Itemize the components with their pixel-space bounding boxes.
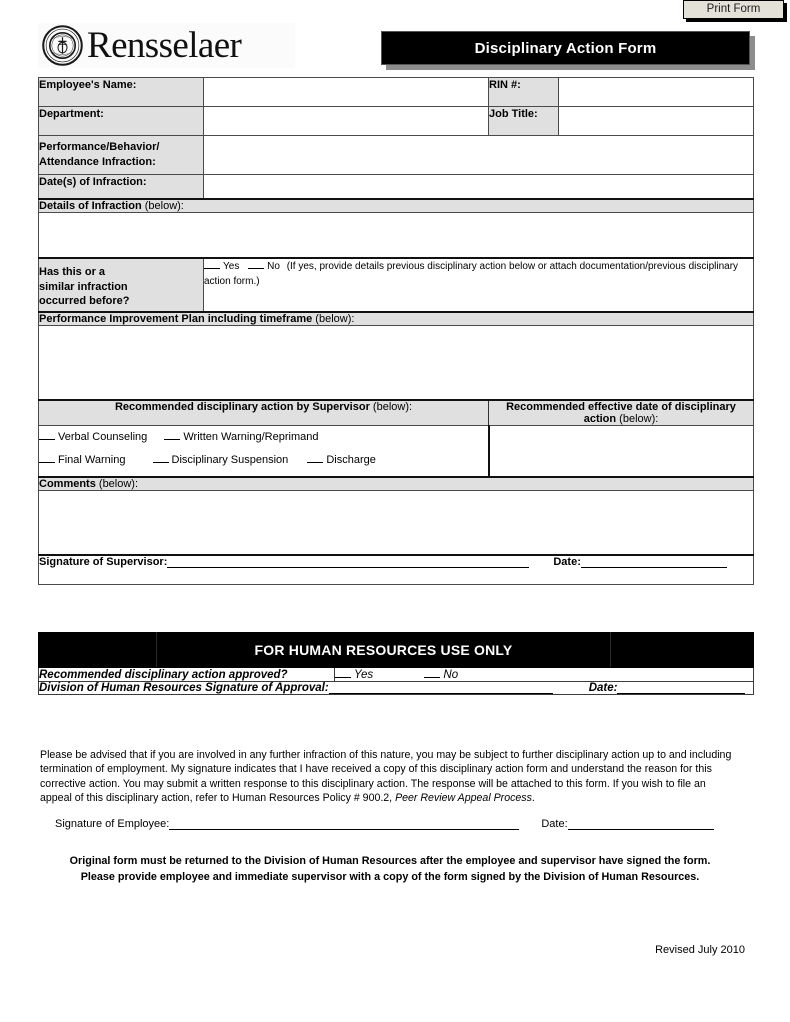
supervisor-signature-row [39, 555, 754, 585]
recommended-action-heading-bold: Recommended disciplinary action by Supervisor [114, 400, 370, 413]
supervisor-signature-input[interactable] [167, 557, 529, 568]
final-warning-checkbox[interactable] [39, 453, 55, 463]
table-row-recommended-heading [39, 400, 754, 426]
option-label-disciplinary-suspension: Disciplinary Suspension [171, 453, 289, 466]
hr-title-spacer-left [39, 633, 157, 668]
job-title-input[interactable] [559, 107, 754, 136]
hr-signature-row [39, 682, 754, 695]
hr-approved-answer-cell[interactable] [335, 668, 754, 682]
job-title-label: Job Title: [489, 107, 559, 136]
discharge-checkbox[interactable] [307, 453, 323, 463]
hr-yes-label: Yes [354, 669, 374, 681]
table-row-department [39, 107, 754, 136]
rin-label: RIN #: [489, 78, 559, 107]
infraction-type-label-line1: Performance/Behavior/ [39, 141, 160, 153]
employee-date-input[interactable] [568, 819, 714, 830]
closing-line-1: Original form must be returned to the Division of Human Resources after the employee and supervisor have signed the form. [69, 855, 711, 867]
hr-signature-input[interactable] [329, 683, 553, 694]
effective-date-heading-plain: (below): [616, 412, 659, 425]
prior-note: (If yes, provide details previous disciplinary action below or attach documentation/previous disciplinary action form.) [204, 260, 739, 287]
table-row-comments-body [39, 490, 754, 555]
comments-heading [39, 477, 754, 491]
hr-title-spacer-right [611, 633, 754, 668]
prior-question-line1: Has this or a [39, 265, 106, 278]
print-form-button[interactable]: Print Form [683, 0, 784, 19]
details-heading-plain: (below): [141, 199, 184, 212]
hr-date-input[interactable] [617, 683, 745, 694]
table-row-hr-signature [39, 682, 754, 695]
dates-of-infraction-input[interactable] [204, 174, 754, 199]
recommended-action-heading-plain: (below): [369, 400, 413, 413]
details-of-infraction-input[interactable] [39, 212, 754, 258]
pip-heading-bold: Performance Improvement Plan including timeframe [39, 312, 313, 325]
effective-date-input[interactable] [489, 425, 754, 477]
closing-line-2: Please provide employee and immediate supervisor with a copy of the form signed by the Division of Human Resources. [80, 871, 700, 884]
rin-input[interactable] [559, 78, 754, 107]
comments-heading-bold: Comments [39, 477, 96, 490]
written-warning-checkbox[interactable] [164, 430, 180, 440]
comments-heading-plain: (below): [95, 477, 139, 490]
option-label-verbal-counseling: Verbal Counseling [58, 430, 148, 443]
prior-yes-label: Yes [223, 260, 240, 272]
revision-date: Revised July 2010 [655, 944, 745, 956]
table-row-pip-body [39, 325, 754, 400]
logo-wordmark: Rensselaer [87, 25, 242, 66]
employee-signature-label: Signature of Employee: [55, 818, 170, 830]
infraction-type-input[interactable] [204, 136, 754, 175]
prior-infraction-answer-cell[interactable] [204, 258, 754, 312]
hr-approved-question: Recommended disciplinary action approved? [39, 668, 335, 682]
supervisor-signature-label: Signature of Supervisor: [39, 555, 168, 568]
table-row-supervisor-signature [39, 555, 754, 585]
employee-name-label: Employee's Name: [39, 78, 204, 107]
pip-heading-plain: (below): [312, 312, 355, 325]
hr-signature-label: Division of Human Resources Signature of Approval: [39, 682, 329, 694]
table-row-recommended-body [39, 425, 754, 477]
employee-date-label: Date: [541, 818, 568, 830]
recommended-action-options[interactable] [39, 425, 489, 477]
pip-input[interactable] [39, 325, 754, 400]
hr-section-title: FOR HUMAN RESOURCES USE ONLY [157, 633, 611, 668]
page-title: Disciplinary Action Form [474, 39, 657, 57]
rensselaer-seal-icon [42, 25, 83, 66]
department-label: Department: [39, 107, 204, 136]
form-title-banner [381, 31, 755, 70]
prior-no-label: No [267, 260, 280, 272]
comments-input[interactable] [39, 490, 754, 555]
details-of-infraction-heading [39, 199, 754, 213]
disciplinary-suspension-checkbox[interactable] [153, 453, 169, 463]
prior-yes-checkbox[interactable] [204, 259, 220, 269]
closing-instructions [40, 853, 740, 885]
human-resources-table [38, 632, 754, 695]
prior-question-line2: similar infraction [39, 280, 128, 293]
table-row-hr-title [39, 633, 754, 668]
table-row-pip-heading [39, 312, 754, 326]
table-row-comments-heading [39, 477, 754, 491]
advisory-policy-name: Peer Review Appeal Process [395, 791, 532, 804]
prior-no-checkbox[interactable] [248, 259, 264, 269]
details-heading-bold: Details of Infraction [39, 199, 142, 212]
pip-heading [39, 312, 754, 326]
table-row-infraction-type [39, 136, 754, 175]
effective-date-heading [489, 400, 754, 426]
advisory-text-end: . [531, 791, 535, 804]
department-input[interactable] [204, 107, 489, 136]
prior-question-line3: occurred before? [39, 295, 130, 308]
option-label-final-warning: Final Warning [58, 453, 126, 466]
option-label-written-warning: Written Warning/Reprimand [183, 430, 319, 443]
hr-yes-checkbox[interactable] [335, 668, 351, 678]
table-row-hr-approved [39, 668, 754, 682]
disciplinary-form-table [38, 77, 754, 585]
employee-name-input[interactable] [204, 78, 489, 107]
supervisor-date-label: Date: [553, 555, 581, 568]
employee-signature-row [55, 818, 745, 830]
prior-infraction-question [39, 258, 204, 312]
table-row-details-heading [39, 199, 754, 213]
table-row-employee-name [39, 78, 754, 107]
recommended-action-heading [39, 400, 489, 426]
rensselaer-logo [38, 23, 295, 68]
form-title-bar [381, 31, 750, 65]
hr-date-label: Date: [588, 682, 618, 694]
advisory-paragraph [40, 748, 734, 805]
table-row-details-body [39, 212, 754, 258]
advisory-text: Please be advised that if you are involved in any further infraction of this nature, you may be subject to further disciplinary action up to and including termination of employment. My signature indicates that I have received a copy of this disciplinary action form and understand the reason for this corrective action. You may submit a written response to this disciplinary action. The response will be attached to this form. If you wish to file an appeal of this disciplinary action, refer to Human Resources Policy # 900.2, [40, 749, 732, 804]
supervisor-date-input[interactable] [581, 557, 727, 568]
dates-of-infraction-label: Date(s) of Infraction: [39, 174, 204, 199]
hr-no-checkbox[interactable] [424, 668, 440, 678]
infraction-type-label-line2: Attendance Infraction: [39, 155, 156, 168]
hr-no-label: No [443, 669, 459, 681]
employee-signature-input[interactable] [169, 819, 519, 830]
table-row-dates [39, 174, 754, 199]
effective-date-heading-bold: Recommended effective date of disciplinary action [506, 400, 736, 425]
print-form-button-group[interactable] [683, 0, 787, 22]
infraction-type-label [39, 136, 204, 175]
table-row-prior-infraction [39, 258, 754, 312]
option-label-discharge: Discharge [326, 453, 376, 466]
verbal-counseling-checkbox[interactable] [39, 430, 55, 440]
